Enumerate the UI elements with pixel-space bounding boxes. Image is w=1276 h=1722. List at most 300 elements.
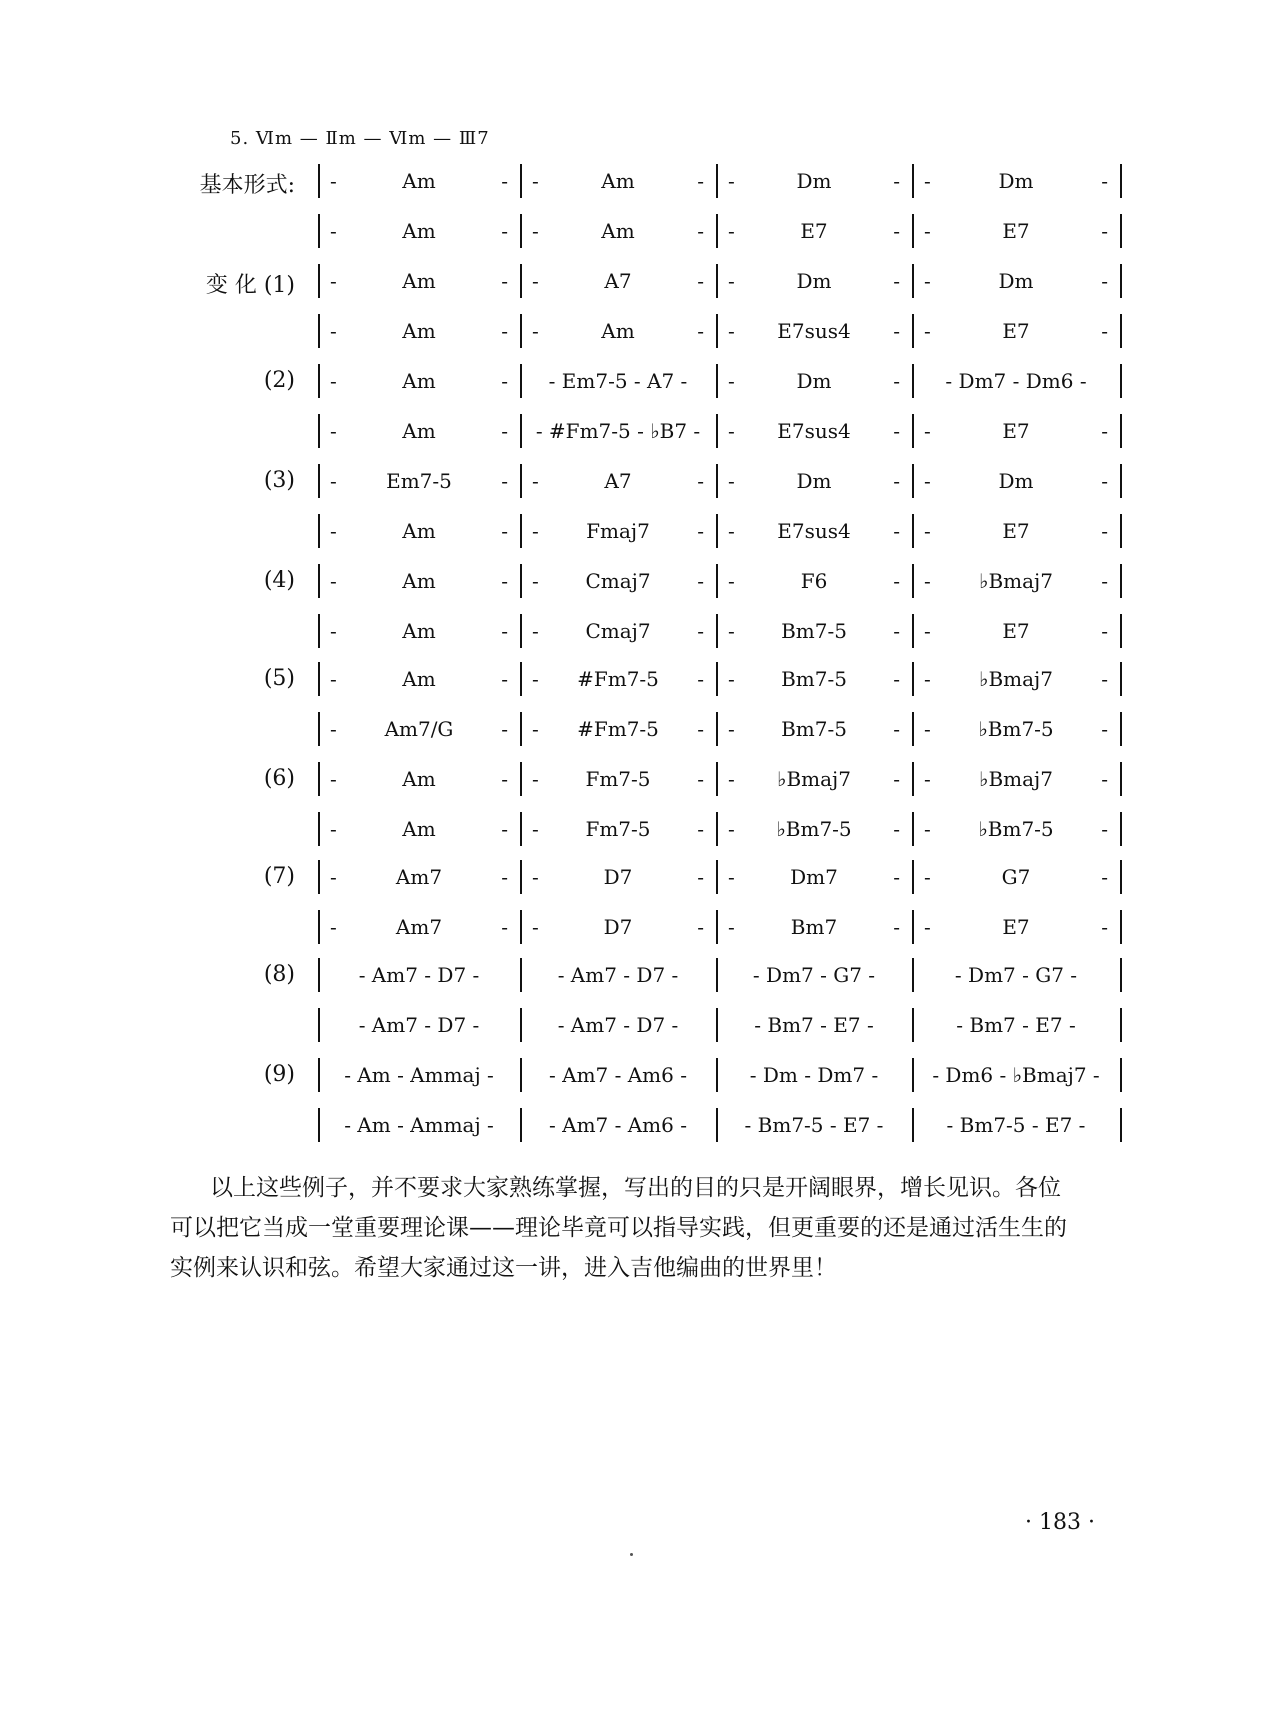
- measure: [532, 416, 704, 446]
- bar-line: [716, 662, 718, 696]
- beat-dash: -: [924, 865, 931, 889]
- bar-line: [1120, 712, 1122, 746]
- row-label: (6): [263, 766, 295, 791]
- section-heading: 5. Ⅵm — Ⅱm — Ⅵm — Ⅲ7: [230, 128, 490, 149]
- bar-line: [1120, 812, 1122, 846]
- beat-dash: -: [697, 169, 704, 193]
- beat-dash: -: [1101, 767, 1108, 791]
- beat-dash: -: [330, 419, 337, 443]
- chord-symbol: E7: [1002, 619, 1030, 643]
- paragraph-line-1: 以上这些例子，并不要求大家熟练掌握，写出的目的只是开阔眼界，增长见识。各位: [210, 1175, 1061, 1201]
- chord-symbol: Dm7: [790, 865, 838, 889]
- row-label: (9): [263, 1062, 295, 1087]
- measure: [330, 664, 508, 694]
- bar-line: [318, 958, 320, 992]
- beat-dash: -: [532, 619, 539, 643]
- chord-symbol: - Am7 - D7 -: [358, 963, 480, 987]
- beat-dash: -: [924, 619, 931, 643]
- beat-dash: -: [532, 269, 539, 293]
- bar-line: [716, 1058, 718, 1092]
- chord-symbol: D7: [603, 915, 633, 939]
- bar-line: [318, 314, 320, 348]
- measure: [924, 166, 1108, 196]
- measure: [330, 216, 508, 246]
- chord-row: [0, 710, 1276, 750]
- beat-dash: -: [1101, 169, 1108, 193]
- beat-dash: -: [893, 519, 900, 543]
- beat-dash: -: [1101, 667, 1108, 691]
- measure: [532, 862, 704, 892]
- beat-dash: -: [532, 717, 539, 741]
- beat-dash: -: [1101, 319, 1108, 343]
- bar-line: [912, 1058, 914, 1092]
- beat-dash: -: [924, 219, 931, 243]
- beat-dash: -: [697, 619, 704, 643]
- bar-line: [716, 762, 718, 796]
- beat-dash: -: [924, 269, 931, 293]
- bar-line: [716, 464, 718, 498]
- beat-dash: -: [924, 667, 931, 691]
- chord-symbol: ♭Bm7-5: [776, 817, 852, 841]
- bar-line: [912, 264, 914, 298]
- chord-row: [0, 212, 1276, 252]
- bar-line: [1120, 958, 1122, 992]
- bar-line: [716, 712, 718, 746]
- chord-symbol: Am: [402, 569, 436, 593]
- bar-line: [520, 514, 522, 548]
- bar-line: [912, 1108, 914, 1142]
- beat-dash: -: [532, 817, 539, 841]
- chord-symbol: Am: [402, 817, 436, 841]
- bar-line: [1120, 564, 1122, 598]
- beat-dash: -: [893, 619, 900, 643]
- chord-symbol: Dm: [796, 269, 832, 293]
- beat-dash: -: [532, 519, 539, 543]
- measure: [728, 1060, 900, 1090]
- measure: [532, 466, 704, 496]
- beat-dash: -: [1101, 469, 1108, 493]
- measure: [330, 166, 508, 196]
- bar-line: [520, 910, 522, 944]
- bar-line: [318, 564, 320, 598]
- measure: [924, 416, 1108, 446]
- chord-symbol: E7sus4: [777, 419, 851, 443]
- beat-dash: -: [330, 717, 337, 741]
- bar-line: [318, 662, 320, 696]
- chord-symbol: Am: [402, 319, 436, 343]
- chord-row: [0, 262, 1276, 302]
- bar-line: [912, 860, 914, 894]
- bar-line: [318, 1058, 320, 1092]
- chord-symbol: Am: [402, 767, 436, 791]
- bar-line: [520, 1058, 522, 1092]
- bar-line: [716, 264, 718, 298]
- row-label: 变 化 (1): [205, 273, 295, 298]
- bar-line: [318, 164, 320, 198]
- chord-symbol: - Bm7-5 - E7 -: [946, 1113, 1086, 1137]
- beat-dash: -: [1101, 865, 1108, 889]
- measure: [532, 266, 704, 296]
- measure: [330, 1060, 508, 1090]
- chord-symbol: - Am - Ammaj -: [344, 1113, 494, 1137]
- measure: [924, 912, 1108, 942]
- measure: [924, 316, 1108, 346]
- bar-line: [318, 1008, 320, 1042]
- beat-dash: -: [501, 817, 508, 841]
- beat-dash: -: [501, 469, 508, 493]
- chord-row: [0, 412, 1276, 452]
- beat-dash: -: [501, 569, 508, 593]
- chord-symbol: ♭Bmaj7: [979, 569, 1053, 593]
- measure: [728, 714, 900, 744]
- beat-dash: -: [924, 419, 931, 443]
- chord-symbol: - Bm7 - E7 -: [754, 1013, 874, 1037]
- chord-row: [0, 312, 1276, 352]
- chord-symbol: Am: [402, 419, 436, 443]
- measure: [330, 764, 508, 794]
- measure: [728, 814, 900, 844]
- measure: [728, 566, 900, 596]
- chord-symbol: Bm7-5: [781, 717, 847, 741]
- measure: [728, 960, 900, 990]
- bar-line: [716, 1008, 718, 1042]
- bar-line: [520, 264, 522, 298]
- chord-symbol: Fm7-5: [585, 767, 651, 791]
- measure: [924, 516, 1108, 546]
- chord-symbol: - Am7 - D7 -: [557, 1013, 679, 1037]
- chord-symbol: - Bm7 - E7 -: [956, 1013, 1076, 1037]
- beat-dash: -: [501, 915, 508, 939]
- chord-symbol: - Am7 - D7 -: [557, 963, 679, 987]
- beat-dash: -: [532, 169, 539, 193]
- bar-line: [1120, 762, 1122, 796]
- beat-dash: -: [893, 469, 900, 493]
- chord-symbol: E7: [1002, 419, 1030, 443]
- beat-dash: -: [728, 519, 735, 543]
- beat-dash: -: [728, 269, 735, 293]
- measure: [330, 960, 508, 990]
- beat-dash: -: [501, 717, 508, 741]
- beat-dash: -: [330, 767, 337, 791]
- row-label: (7): [263, 864, 295, 889]
- beat-dash: -: [330, 619, 337, 643]
- bar-line: [912, 464, 914, 498]
- chord-symbol: A7: [604, 469, 632, 493]
- bar-line: [520, 214, 522, 248]
- bar-line: [1120, 164, 1122, 198]
- chord-symbol: G7: [1001, 865, 1031, 889]
- bar-line: [1120, 614, 1122, 648]
- beat-dash: -: [728, 915, 735, 939]
- bar-line: [318, 364, 320, 398]
- beat-dash: -: [697, 767, 704, 791]
- chord-symbol: Dm: [998, 469, 1034, 493]
- beat-dash: -: [893, 219, 900, 243]
- beat-dash: -: [924, 469, 931, 493]
- bar-line: [912, 564, 914, 598]
- chord-symbol: - Bm7-5 - E7 -: [744, 1113, 884, 1137]
- chord-symbol: ♭Bm7-5: [978, 717, 1054, 741]
- bar-line: [716, 314, 718, 348]
- measure: [728, 216, 900, 246]
- bar-line: [1120, 214, 1122, 248]
- measure: [330, 862, 508, 892]
- chord-symbol: Am: [601, 169, 635, 193]
- beat-dash: -: [1101, 219, 1108, 243]
- beat-dash: -: [697, 817, 704, 841]
- beat-dash: -: [697, 865, 704, 889]
- measure: [728, 516, 900, 546]
- beat-dash: -: [1101, 269, 1108, 293]
- beat-dash: -: [501, 419, 508, 443]
- beat-dash: -: [728, 219, 735, 243]
- bar-line: [716, 164, 718, 198]
- beat-dash: -: [893, 319, 900, 343]
- measure: [532, 664, 704, 694]
- beat-dash: -: [330, 319, 337, 343]
- chord-row: [0, 612, 1276, 652]
- chord-symbol: Bm7-5: [781, 619, 847, 643]
- bar-line: [520, 712, 522, 746]
- bar-line: [520, 762, 522, 796]
- beat-dash: -: [501, 519, 508, 543]
- chord-symbol: E7sus4: [777, 519, 851, 543]
- beat-dash: -: [697, 915, 704, 939]
- bar-line: [318, 910, 320, 944]
- beat-dash: -: [330, 219, 337, 243]
- bar-line: [318, 264, 320, 298]
- bar-line: [520, 1108, 522, 1142]
- chord-symbol: Am: [402, 667, 436, 691]
- bar-line: [912, 314, 914, 348]
- measure: [532, 366, 704, 396]
- measure: [924, 266, 1108, 296]
- bar-line: [912, 762, 914, 796]
- bar-line: [716, 514, 718, 548]
- measure: [728, 862, 900, 892]
- beat-dash: -: [532, 319, 539, 343]
- measure: [532, 516, 704, 546]
- bar-line: [520, 958, 522, 992]
- beat-dash: -: [728, 865, 735, 889]
- chord-symbol: E7: [1002, 915, 1030, 939]
- chord-symbol: E7: [1002, 219, 1030, 243]
- chord-symbol: - Am7 - Am6 -: [549, 1113, 687, 1137]
- beat-dash: -: [697, 219, 704, 243]
- bar-line: [318, 614, 320, 648]
- chord-row: [0, 512, 1276, 552]
- beat-dash: -: [924, 817, 931, 841]
- scan-speck: [630, 1553, 633, 1556]
- chord-symbol: Am7: [395, 865, 443, 889]
- chord-symbol: Fm7-5: [585, 817, 651, 841]
- measure: [728, 912, 900, 942]
- beat-dash: -: [532, 915, 539, 939]
- bar-line: [1120, 264, 1122, 298]
- bar-line: [1120, 1108, 1122, 1142]
- chord-symbol: Am: [402, 269, 436, 293]
- bar-line: [520, 1008, 522, 1042]
- measure: [532, 714, 704, 744]
- bar-line: [520, 662, 522, 696]
- bar-line: [318, 1108, 320, 1142]
- row-label: (3): [263, 468, 295, 493]
- measure: [728, 664, 900, 694]
- measure: [728, 764, 900, 794]
- measure: [728, 1010, 900, 1040]
- bar-line: [912, 812, 914, 846]
- chord-symbol: Am7/G: [384, 717, 454, 741]
- chord-symbol: - Am7 - Am6 -: [549, 1063, 687, 1087]
- chord-symbol: - Dm7 - G7 -: [752, 963, 876, 987]
- measure: [532, 1060, 704, 1090]
- bar-line: [1120, 662, 1122, 696]
- beat-dash: -: [728, 319, 735, 343]
- beat-dash: -: [1101, 717, 1108, 741]
- beat-dash: -: [697, 469, 704, 493]
- chord-row: [0, 1006, 1276, 1046]
- bar-line: [318, 812, 320, 846]
- beat-dash: -: [532, 865, 539, 889]
- beat-dash: -: [330, 865, 337, 889]
- bar-line: [716, 214, 718, 248]
- bar-line: [318, 464, 320, 498]
- beat-dash: -: [728, 569, 735, 593]
- beat-dash: -: [330, 519, 337, 543]
- bar-line: [912, 514, 914, 548]
- measure: [924, 960, 1108, 990]
- chord-symbol: E7: [1002, 319, 1030, 343]
- chord-row: [0, 1056, 1276, 1096]
- bar-line: [912, 164, 914, 198]
- chord-row: [0, 162, 1276, 202]
- measure: [532, 316, 704, 346]
- chord-symbol: - #Fm7-5 - ♭B7 -: [535, 419, 701, 443]
- chord-symbol: ♭Bmaj7: [979, 667, 1053, 691]
- chord-symbol: ♭Bmaj7: [777, 767, 851, 791]
- beat-dash: -: [1101, 519, 1108, 543]
- bar-line: [912, 958, 914, 992]
- beat-dash: -: [330, 469, 337, 493]
- beat-dash: -: [728, 469, 735, 493]
- bar-line: [1120, 464, 1122, 498]
- beat-dash: -: [728, 717, 735, 741]
- chord-symbol: ♭Bm7-5: [978, 817, 1054, 841]
- beat-dash: -: [501, 767, 508, 791]
- measure: [728, 416, 900, 446]
- measure: [330, 566, 508, 596]
- beat-dash: -: [893, 369, 900, 393]
- measure: [532, 1110, 704, 1140]
- chord-symbol: - Em7-5 - A7 -: [548, 369, 688, 393]
- bar-line: [716, 860, 718, 894]
- beat-dash: -: [893, 767, 900, 791]
- beat-dash: -: [728, 767, 735, 791]
- measure: [924, 862, 1108, 892]
- beat-dash: -: [697, 717, 704, 741]
- measure: [330, 1110, 508, 1140]
- measure: [330, 516, 508, 546]
- beat-dash: -: [924, 519, 931, 543]
- beat-dash: -: [893, 915, 900, 939]
- beat-dash: -: [1101, 915, 1108, 939]
- measure: [532, 764, 704, 794]
- chord-symbol: #Fm7-5: [577, 717, 659, 741]
- measure: [924, 216, 1108, 246]
- beat-dash: -: [501, 319, 508, 343]
- beat-dash: -: [501, 219, 508, 243]
- bar-line: [1120, 1058, 1122, 1092]
- measure: [532, 912, 704, 942]
- measure: [728, 316, 900, 346]
- measure: [728, 266, 900, 296]
- chord-symbol: Dm: [796, 169, 832, 193]
- row-label: (2): [263, 368, 295, 393]
- beat-dash: -: [330, 667, 337, 691]
- bar-line: [716, 910, 718, 944]
- bar-line: [1120, 1008, 1122, 1042]
- chord-row: [0, 810, 1276, 850]
- beat-dash: -: [1101, 817, 1108, 841]
- beat-dash: -: [330, 169, 337, 193]
- chord-symbol: Am: [601, 319, 635, 343]
- bar-line: [716, 414, 718, 448]
- bar-line: [318, 712, 320, 746]
- beat-dash: -: [893, 419, 900, 443]
- chord-symbol: Am: [402, 369, 436, 393]
- beat-dash: -: [728, 619, 735, 643]
- chord-symbol: - Am - Ammaj -: [344, 1063, 494, 1087]
- measure: [924, 616, 1108, 646]
- chord-symbol: - Dm7 - G7 -: [954, 963, 1078, 987]
- beat-dash: -: [501, 369, 508, 393]
- chord-symbol: E7sus4: [777, 319, 851, 343]
- chord-row: [0, 1106, 1276, 1146]
- beat-dash: -: [330, 269, 337, 293]
- beat-dash: -: [330, 369, 337, 393]
- measure: [532, 1010, 704, 1040]
- chord-symbol: - Am7 - D7 -: [358, 1013, 480, 1037]
- measure: [532, 216, 704, 246]
- measure: [924, 1010, 1108, 1040]
- measure: [924, 714, 1108, 744]
- measure: [728, 466, 900, 496]
- bar-line: [716, 364, 718, 398]
- chord-symbol: #Fm7-5: [577, 667, 659, 691]
- beat-dash: -: [893, 667, 900, 691]
- bar-line: [520, 564, 522, 598]
- bar-line: [318, 214, 320, 248]
- bar-line: [318, 414, 320, 448]
- chord-symbol: Am: [402, 619, 436, 643]
- measure: [728, 366, 900, 396]
- bar-line: [520, 860, 522, 894]
- beat-dash: -: [697, 667, 704, 691]
- bar-line: [520, 164, 522, 198]
- bar-line: [912, 662, 914, 696]
- bar-line: [912, 910, 914, 944]
- measure: [532, 814, 704, 844]
- chord-symbol: Dm: [998, 269, 1034, 293]
- measure: [330, 1010, 508, 1040]
- beat-dash: -: [330, 569, 337, 593]
- measure: [532, 166, 704, 196]
- beat-dash: -: [893, 717, 900, 741]
- beat-dash: -: [1101, 419, 1108, 443]
- beat-dash: -: [532, 469, 539, 493]
- bar-line: [520, 314, 522, 348]
- measure: [924, 814, 1108, 844]
